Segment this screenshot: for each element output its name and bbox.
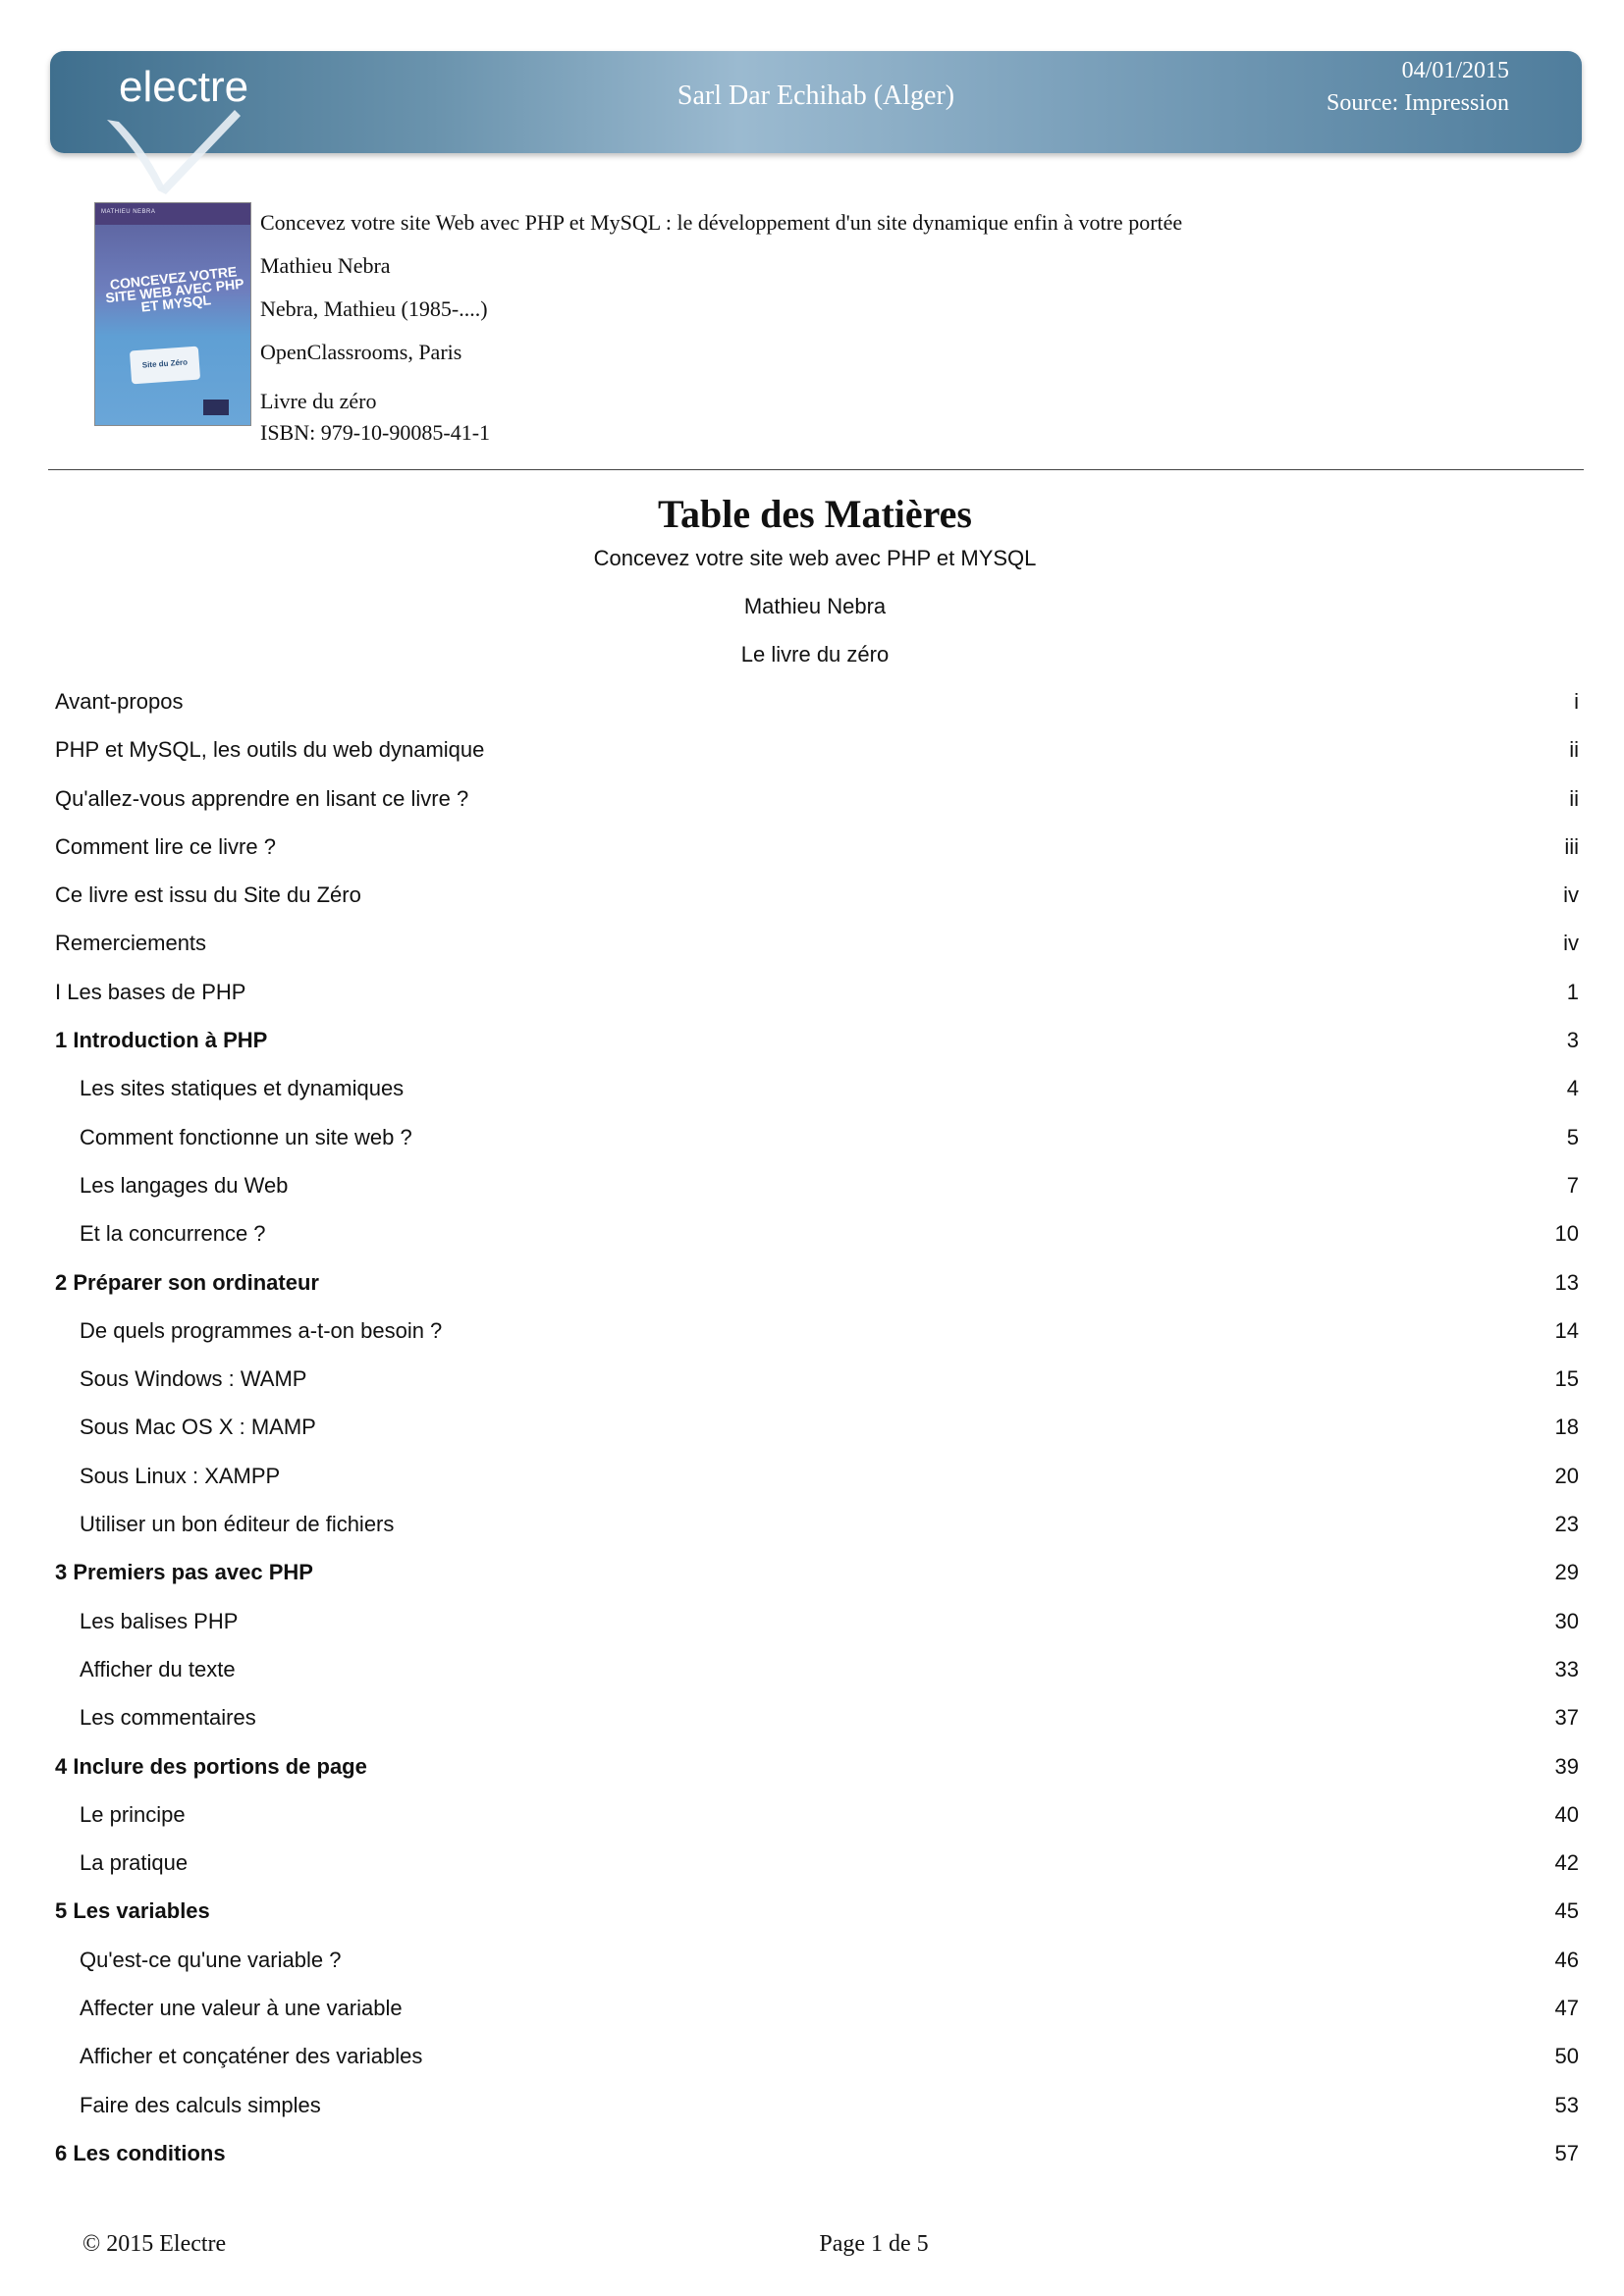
footer-copyright: © 2015 Electre — [82, 2231, 227, 2257]
toc-section-row — [55, 1655, 1579, 1703]
toc-section-row — [55, 1607, 1579, 1655]
toc-title: Table des Matières — [658, 492, 972, 536]
toc-entry-page: 30 — [1554, 1608, 1579, 1633]
toc-section-row — [55, 1123, 1579, 1171]
toc-entry-label: 6 Les conditions — [55, 2140, 226, 2165]
toc-subtitle-title: Concevez votre site web avec PHP et MYSQL — [593, 546, 1037, 570]
divider — [48, 469, 1584, 470]
toc-section-row — [55, 1364, 1579, 1413]
toc-entry-page: 40 — [1554, 1801, 1579, 1827]
toc-section-row — [55, 1219, 1579, 1267]
toc-chapter-row — [55, 2139, 1579, 2187]
toc-section-row — [55, 1462, 1579, 1510]
toc-subtitle-author: Mathieu Nebra — [743, 594, 887, 618]
toc-entry-label: 2 Préparer son ordinateur — [55, 1269, 319, 1295]
toc-entry-label: Sous Linux : XAMPP — [80, 1463, 281, 1488]
toc-chapter-row — [55, 1752, 1579, 1800]
toc-entry-label: Utiliser un bon éditeur de fichiers — [80, 1512, 395, 1537]
toc-entry-page: ii — [1569, 737, 1579, 763]
toc-entry-label: Ce livre est issu du Site du Zéro — [55, 882, 361, 908]
book-author: Mathieu Nebra — [260, 253, 391, 278]
toc-entry-row — [55, 832, 1579, 881]
toc-section-row — [55, 1800, 1579, 1848]
toc-entry-row — [55, 929, 1579, 977]
header-date: 04/01/2015 — [1401, 58, 1509, 83]
toc-entry-page: 10 — [1554, 1221, 1579, 1247]
toc-chapter-row — [55, 1558, 1579, 1606]
toc-section-row — [55, 1946, 1579, 1994]
cover-sticker — [130, 347, 200, 385]
toc-entry-page: iv — [1563, 882, 1579, 908]
toc-section-row — [55, 1074, 1579, 1122]
toc-entry-label: Comment lire ce livre ? — [55, 833, 276, 859]
toc-section-row — [55, 2042, 1579, 2090]
toc-entry-page: 5 — [1566, 1124, 1579, 1149]
toc-entry-label: Sous Mac OS X : MAMP — [80, 1415, 316, 1440]
toc-entry-page: 23 — [1554, 1512, 1579, 1537]
footer-page-info: Page 1 de 5 — [819, 2231, 929, 2257]
book-publisher: OpenClassrooms, Paris — [260, 340, 462, 364]
toc-entry-label: Le principe — [80, 1801, 186, 1827]
toc-entry-label: Remerciements — [55, 931, 207, 956]
cover-author: MATHIEU NEBRA — [101, 209, 156, 215]
cover-publisher-logo-icon — [203, 400, 229, 415]
toc-entry-page: 29 — [1554, 1560, 1579, 1585]
toc-section-row — [55, 1510, 1579, 1558]
toc-entry-page: 57 — [1554, 2140, 1579, 2165]
toc-entry-page: 46 — [1554, 1947, 1579, 1972]
toc-entry-label: 3 Premiers pas avec PHP — [55, 1560, 313, 1585]
toc-entry-label: Les commentaires — [80, 1705, 256, 1731]
toc-entry-page: 18 — [1554, 1415, 1579, 1440]
toc-entry-label: Sous Windows : WAMP — [80, 1366, 307, 1392]
toc-entry-page: 53 — [1554, 2092, 1579, 2117]
toc-entry-label: Faire des calculs simples — [80, 2092, 321, 2117]
toc-entry-label: Qu'est-ce qu'une variable ? — [80, 1947, 342, 1972]
toc-entry-page: 50 — [1554, 2044, 1579, 2069]
toc-entry-row — [55, 687, 1579, 735]
toc-entry-page: 37 — [1554, 1705, 1579, 1731]
toc-entry-page: 7 — [1566, 1172, 1579, 1198]
toc-entry-page: 39 — [1554, 1753, 1579, 1779]
toc-chapter-row — [55, 1896, 1579, 1945]
toc-entry-page: iii — [1564, 833, 1579, 859]
toc-subtitle-collection: Le livre du zéro — [740, 642, 890, 667]
toc-section-row — [55, 1703, 1579, 1751]
toc-entry-page: 3 — [1566, 1028, 1579, 1053]
toc-entry-label: La pratique — [80, 1850, 189, 1876]
toc-entry-page: ii — [1569, 785, 1579, 811]
toc-section-row — [55, 2091, 1579, 2139]
header-meta — [1326, 55, 1509, 120]
toc-entry-label: Les balises PHP — [80, 1608, 239, 1633]
book-cover-image — [94, 202, 251, 426]
toc-entry-page: 47 — [1554, 1996, 1579, 2021]
toc-entry-page: 13 — [1554, 1269, 1579, 1295]
book-isbn: ISBN: 979-10-90085-41-1 — [260, 420, 491, 445]
toc-entry-page: 20 — [1554, 1463, 1579, 1488]
cover-title: CONCEVEZ VOTRE SITE WEB AVEC PHP ET MYSQL — [104, 263, 245, 315]
toc-entry-page: 14 — [1554, 1317, 1579, 1343]
toc-entry-row — [55, 978, 1579, 1026]
toc-entry-label: Afficher et conçaténer des variables — [80, 2044, 423, 2069]
toc-entry-label: 1 Introduction à PHP — [55, 1028, 268, 1053]
cover-sticker-text: Site du Zéro — [141, 357, 189, 370]
toc-entry-row — [55, 735, 1579, 783]
toc-entry-label: Avant-propos — [55, 689, 184, 714]
toc-entry-label: 5 Les variables — [55, 1898, 210, 1924]
toc-entry-page: 4 — [1566, 1076, 1579, 1101]
toc-entry-label: Qu'allez-vous apprendre en lisant ce livre ? — [55, 785, 469, 811]
book-collection: Livre du zéro — [260, 389, 377, 413]
toc-entry-label: Affecter une valeur à une variable — [80, 1996, 403, 2021]
toc-entry-page: 1 — [1566, 979, 1579, 1004]
toc-entry-page: iv — [1563, 931, 1579, 956]
toc-entry-page: i — [1574, 689, 1579, 714]
toc-section-row — [55, 1171, 1579, 1219]
toc-entry-row — [55, 784, 1579, 832]
toc-entry-label: Comment fonctionne un site web ? — [80, 1124, 412, 1149]
toc-chapter-row — [55, 1026, 1579, 1074]
toc-entry-label: Les langages du Web — [80, 1172, 289, 1198]
toc-entry-page: 42 — [1554, 1850, 1579, 1876]
toc-entry-label: I Les bases de PHP — [55, 979, 246, 1004]
toc-entry-label: Et la concurrence ? — [80, 1221, 266, 1247]
header-banner — [50, 51, 1582, 153]
toc-section-row — [55, 1848, 1579, 1896]
book-author-authority: Nebra, Mathieu (1985-....) — [260, 296, 488, 321]
toc-entry-row — [55, 881, 1579, 929]
toc-entry-page: 45 — [1554, 1898, 1579, 1924]
toc-list — [55, 687, 1579, 2187]
electre-logo-text: electre — [119, 63, 249, 111]
toc-section-row — [55, 1316, 1579, 1364]
toc-chapter-row — [55, 1268, 1579, 1316]
header-source: Source: Impression — [1326, 90, 1509, 116]
toc-section-row — [55, 1994, 1579, 2042]
toc-entry-page: 33 — [1554, 1656, 1579, 1682]
book-title: Concevez votre site Web avec PHP et MySQL : le développement d'un site dynamique enfin à votre portée — [260, 210, 1183, 235]
header-organization: Sarl Dar Echihab (Alger) — [677, 80, 955, 111]
toc-entry-label: Les sites statiques et dynamiques — [80, 1076, 405, 1101]
toc-entry-label: 4 Inclure des portions de page — [55, 1753, 367, 1779]
toc-entry-label: Afficher du texte — [80, 1656, 236, 1682]
toc-entry-page: 15 — [1554, 1366, 1579, 1392]
toc-entry-label: De quels programmes a-t-on besoin ? — [80, 1317, 443, 1343]
toc-section-row — [55, 1413, 1579, 1461]
toc-entry-label: PHP et MySQL, les outils du web dynamique — [55, 737, 485, 763]
